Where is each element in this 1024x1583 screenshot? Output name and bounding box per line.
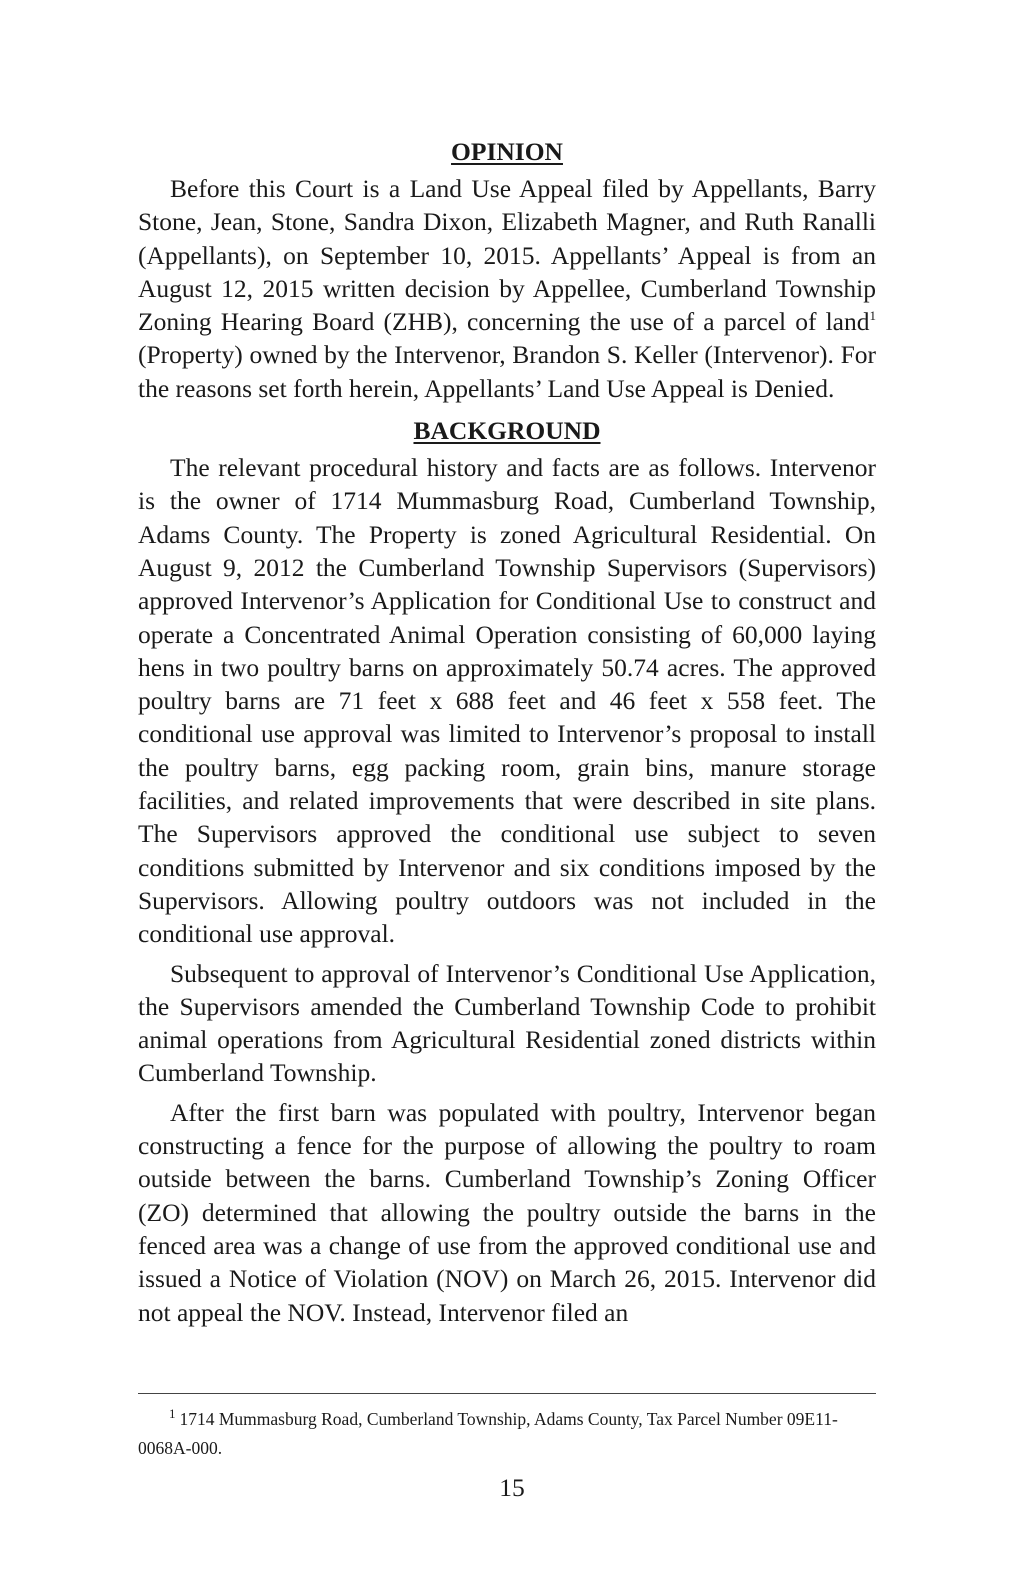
document-body <box>138 132 876 1335</box>
footnote <box>138 1405 876 1463</box>
footnote-text: 1714 Mummasburg Road, Cumberland Township, Adams County, Tax Parcel Number 09E11-0068A-000. <box>138 1409 838 1458</box>
opinion-paragraph <box>138 172 876 405</box>
page-number: 15 <box>499 1473 525 1502</box>
footnote-reference: 1 <box>869 308 876 324</box>
background-heading: BACKGROUND <box>413 416 601 446</box>
background-paragraph-1: The relevant procedural history and facts are as follows. Intervenor is the owner of 1714 Mummasburg Road, Cumberland Township, Adams County. The Property is zoned Agricultural Residential. On August 9, 2012 the Cumberland Township Supervisors (Supervisors) approved Intervenor’s Application for Conditional Use to construct and operate a Concentrated Animal Operation consisting of 60,000 laying hens in two poultry barns on approximately 50.74 acres. The approved poultry barns are 71 feet x 688 feet and 46 feet x 558 feet. The conditional use approval was limited to Intervenor’s proposal to install the poultry barns, egg packing room, grain bins, manure storage facilities, and related improvements that were described in site plans. The Supervisors approved the conditional use subject to seven conditions submitted by Intervenor and six conditions imposed by the Supervisors. Allowing poultry outdoors was not included in the conditional use approval. <box>138 453 876 949</box>
opinion-paragraph-text-start: Before this Court is a Land Use Appeal filed by Appellants, Barry Stone, Jean, Stone, Sandra Dixon, Elizabeth Magner, and Ruth Ranalli (Appellants), on September 10, 2015. Appellants’ Appeal is from an August 12, 2015 written decision by Appellee, Cumberland Township Zoning Hearing Board (ZHB), concerning the use of a parcel of land <box>138 174 876 337</box>
footnote-divider <box>138 1393 876 1394</box>
background-paragraph-2: Subsequent to approval of Intervenor’s Conditional Use Application, the Supervisors amended the Cumberland Township Code to prohibit animal operations from Agricultural Residential zoned districts within Cumberland Township. <box>138 958 876 1088</box>
opinion-heading: OPINION <box>451 137 563 166</box>
footnote-marker: 1 <box>169 1406 176 1421</box>
background-paragraph-3: After the first barn was populated with poultry, Intervenor began constructing a fence for the purpose of allowing the poultry to roam outside between the barns. Cumberland Township’s Zoning Officer (ZO) determined that allowing the poultry outside the barns in the fenced area was a change of use from the approved conditional use and issued a Notice of Violation (NOV) on March 26, 2015. Intervenor did not appeal the NOV. Instead, Intervenor filed an <box>138 1097 876 1327</box>
opinion-paragraph-text-end: (Property) owned by the Intervenor, Brandon S. Keller (Intervenor). For the reasons set forth herein, Appellants’ Land Use Appeal is Denied. <box>138 340 876 403</box>
